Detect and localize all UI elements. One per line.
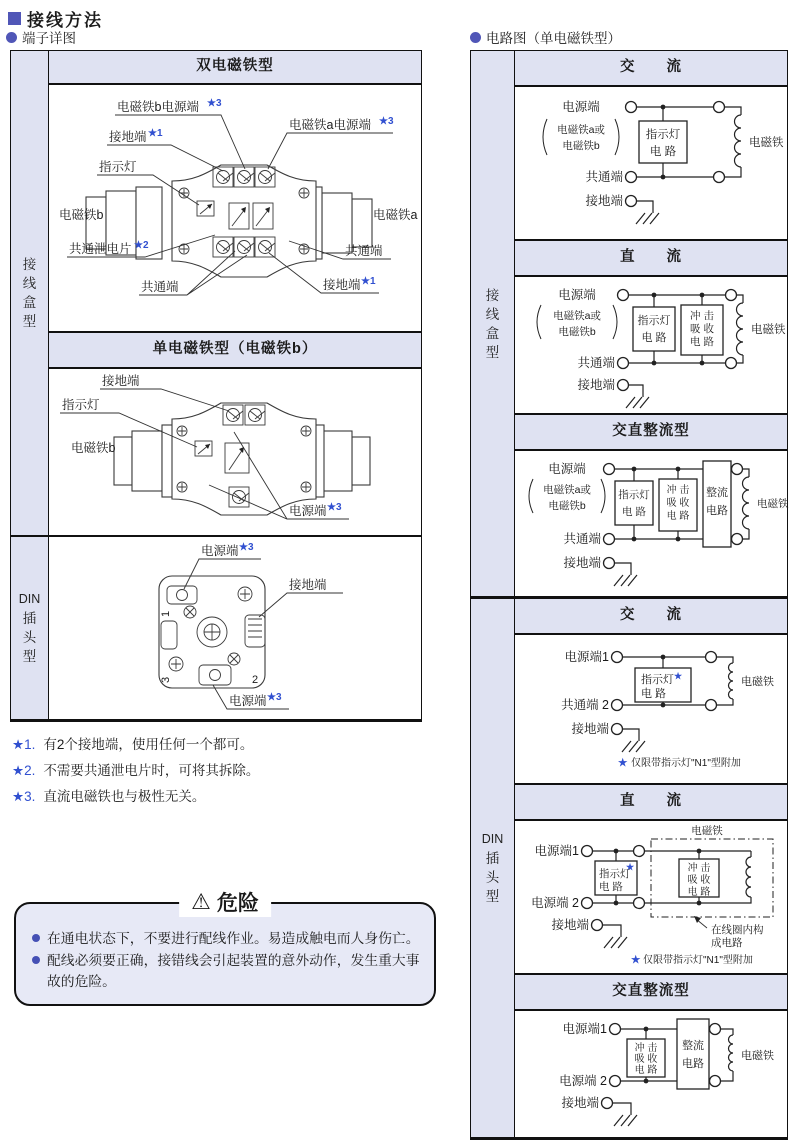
danger-bullet-1: 在通电状态下，不要进行配线作业。易造成触电而人身伤亡。 [32, 928, 420, 949]
coil-label: 电磁铁 [691, 825, 723, 837]
svg-text:接地端: 接地端 [577, 378, 615, 392]
svg-text:电 路: 电 路 [641, 332, 667, 344]
banner-ac: 交 流 [515, 51, 787, 87]
footnote-ref-1: ★1 [361, 276, 376, 287]
row-label-junction-box: 接 线 盒 型 [471, 51, 515, 596]
table-row-din-plug [471, 599, 787, 1137]
note-star-icon: ★ [626, 862, 635, 872]
svg-text:电路: 电路 [706, 505, 728, 517]
footnote-1: ★1. 有2个接地端，使用任何一个都可。 [12, 737, 254, 752]
circuit-din-acdc [515, 1011, 787, 1137]
table-row-din-plug [11, 537, 421, 719]
label-solenoid-b: 电磁铁b [71, 441, 116, 455]
footnote-ref-2: ★2 [134, 240, 149, 251]
valve-body [86, 165, 372, 277]
svg-text:吸 收: 吸 收 [634, 1054, 658, 1065]
svg-text:电 路: 电 路 [690, 336, 714, 348]
page-title-text: 接线方法 [27, 11, 103, 30]
svg-text:电 路: 电 路 [641, 688, 667, 700]
ground-icon [626, 397, 649, 408]
svg-text:吸 收: 吸 收 [690, 323, 714, 335]
svg-text:冲 击: 冲 击 [666, 485, 690, 496]
svg-text:电 路: 电 路 [622, 506, 646, 518]
svg-text:电源端: 电源端 [548, 462, 586, 476]
power-terminal-1-label: 电源端1 [564, 650, 609, 664]
note-star-icon: ★ [631, 954, 641, 966]
warning-icon: ⚠ [191, 889, 211, 914]
common-terminal-label: 共通端 [585, 170, 623, 184]
banner-single-solenoid: 单电磁铁型（电磁铁b） [49, 331, 421, 369]
circuit-diagram-table [470, 50, 788, 1140]
terminal-detail-table [10, 50, 422, 722]
power-terminal-label: 电源端 [562, 100, 600, 114]
danger-title [179, 887, 271, 917]
svg-text:电磁铁b: 电磁铁b [558, 326, 596, 338]
svg-text:电 路: 电 路 [666, 511, 690, 522]
svg-text:吸 收: 吸 收 [687, 875, 711, 886]
label-ground-terminal: 接地端 [289, 578, 327, 592]
single-solenoid-drawing [49, 369, 420, 535]
power-terminal-2-label: 电源端 2 [531, 896, 579, 910]
svg-text:共通端: 共通端 [563, 532, 601, 546]
ground-icon [622, 741, 645, 752]
surge-circuit-label: 冲 击 [690, 310, 714, 322]
valve-body [114, 403, 370, 515]
coil-label: 电磁铁 [757, 498, 789, 510]
label-ground-terminal: 接地端 [323, 278, 361, 292]
coil-label: 电磁铁 [751, 324, 786, 336]
footnote-ref-3: ★3 [379, 116, 394, 127]
rectifier-circuit-label: 整流 [706, 487, 728, 499]
banner-dc: 直 流 [515, 239, 787, 277]
table-row-junction-box [11, 51, 421, 537]
svg-text:共通端: 共通端 [577, 356, 615, 370]
row-label-din-plug: DIN 插 头 型 [471, 599, 515, 1137]
svg-text:电磁铁b: 电磁铁b [548, 500, 586, 512]
bullet-icon [32, 956, 40, 964]
label-common-terminal: 共通端 [141, 280, 179, 294]
coil-label: 电磁铁 [749, 137, 784, 149]
label-solenoid-a-power: 电磁铁a电源端 [289, 118, 371, 132]
ground-icon [614, 1115, 637, 1126]
svg-text:接地端: 接地端 [563, 556, 601, 570]
svg-text:冲 击: 冲 击 [634, 1043, 658, 1054]
svg-text:电路: 电路 [682, 1058, 704, 1070]
bullet-icon [470, 32, 481, 43]
banner-acdc: 交直整流型 [515, 973, 787, 1011]
footnote-ref-3: ★3 [207, 98, 222, 109]
svg-text:电 路: 电 路 [634, 1065, 658, 1076]
double-solenoid-diagram [49, 85, 421, 331]
label-solenoid-b-power: 电磁铁b电源端 [117, 100, 199, 114]
footnote-ref-3: ★3 [239, 542, 254, 553]
section-circuit-diagrams [470, 27, 621, 47]
label-power-terminal: 电源端 [289, 504, 327, 518]
label-common-drain-plate: 共通泄电片 [69, 242, 132, 256]
svg-text:指示灯: 指示灯 [637, 315, 671, 327]
svg-text:指示灯: 指示灯 [618, 489, 650, 501]
single-solenoid-diagram [49, 369, 421, 535]
common-terminal-2-label: 共通端 2 [561, 698, 609, 712]
svg-text:电 路: 电 路 [687, 887, 711, 898]
banner-acdc: 交直整流型 [515, 413, 787, 451]
circuit-din-ac [515, 635, 787, 783]
section-title-left: 端子详图 [22, 31, 76, 46]
ground-icon [614, 575, 637, 586]
bullet-icon [6, 32, 17, 43]
circuit-din-dc [515, 821, 787, 973]
label-common-terminal: 共通端 [345, 244, 383, 258]
danger-box [14, 889, 436, 1006]
n1-note: 仅限带指示灯"N1"型附加 [631, 758, 741, 769]
coil-label: 电磁铁 [741, 676, 774, 688]
pin-2-label: 2 [252, 674, 259, 686]
footnote-3: ★3. 直流电磁铁也与极性无关。 [12, 789, 206, 804]
svg-text:电源端 2: 电源端 2 [559, 1074, 607, 1088]
footnote-ref-3: ★3 [267, 692, 282, 703]
note-star-icon: ★ [618, 757, 628, 769]
pin-1-label: 1 [160, 610, 172, 617]
banner-dc: 直 流 [515, 783, 787, 821]
label-ground-terminal: 接地端 [109, 130, 147, 144]
paren-line-1: 电磁铁a或 [557, 124, 605, 136]
label-ground-terminal: 接地端 [102, 374, 140, 388]
coil-label: 电磁铁 [741, 1050, 774, 1062]
ground-icon [636, 213, 659, 224]
power-terminal-label: 电源端 [558, 288, 596, 302]
svg-text:指示灯: 指示灯 [641, 674, 674, 686]
section-title-right: 电路图（单电磁铁型） [486, 31, 621, 46]
circuit-jb-acdc [515, 451, 787, 596]
label-indicator-lamp: 指示灯 [62, 398, 100, 412]
section-terminal-details [6, 27, 76, 47]
svg-text:电磁铁a或: 电磁铁a或 [543, 484, 591, 496]
label-indicator-lamp: 指示灯 [99, 160, 137, 174]
footnotes [12, 732, 259, 810]
footnote-ref-3: ★3 [327, 502, 342, 513]
rectifier-box [677, 1019, 709, 1089]
indicator-circuit-label: 电 路 [649, 146, 677, 158]
footnote-ref-1: ★1 [148, 128, 163, 139]
banner-double-solenoid: 双电磁铁型 [49, 51, 421, 85]
circuit-jb-dc [515, 277, 787, 413]
din-connector-diagram [49, 537, 421, 717]
svg-text:接地端: 接地端 [561, 1096, 599, 1110]
danger-title-text: 危险 [216, 892, 259, 915]
row-label-junction-box: 接 线 盒 型 [11, 51, 49, 535]
banner-ac: 交 流 [515, 599, 787, 635]
label-solenoid-a: 电磁铁a [373, 208, 418, 222]
circuit-jb-ac [515, 87, 787, 239]
indicator-circuit-label: 指示灯 [645, 129, 681, 141]
svg-text:吸 收: 吸 收 [666, 498, 690, 509]
row-label-din-plug: DIN 插 头 型 [11, 537, 49, 719]
din-connector-drawing [49, 537, 420, 717]
label-power-terminal: 电源端 [229, 694, 267, 708]
note-star-icon: ★ [674, 671, 683, 681]
ground-terminal-label: 接地端 [585, 194, 623, 208]
svg-text:接地端: 接地端 [551, 918, 589, 932]
svg-text:接地端: 接地端 [571, 722, 609, 736]
coil-internal-note: 在线圈内构 [711, 924, 764, 936]
svg-text:指示灯: 指示灯 [599, 868, 631, 880]
svg-text:电源端1: 电源端1 [534, 844, 579, 858]
label-power-terminal: 电源端 [201, 544, 239, 558]
svg-text:电 路: 电 路 [599, 881, 623, 893]
paren-line-2: 电磁铁b [562, 140, 600, 152]
footnote-2: ★2. 不需要共通泄电片时，可将其拆除。 [12, 763, 260, 778]
pin-3-label: 3 [160, 676, 172, 683]
ground-icon [604, 937, 627, 948]
svg-text:成电路: 成电路 [711, 937, 743, 949]
bullet-icon [32, 934, 40, 942]
double-solenoid-drawing [49, 85, 420, 331]
svg-text:整流: 整流 [682, 1040, 704, 1052]
din-connector-body [159, 576, 265, 688]
svg-text:冲 击: 冲 击 [687, 863, 711, 874]
square-marker-icon [8, 12, 21, 25]
svg-text:电磁铁a或: 电磁铁a或 [553, 310, 601, 322]
danger-bullet-2: 配线必须要正确，接错线会引起装置的意外动作，发生重大事故的危险。 [32, 950, 420, 992]
rectifier-box [703, 461, 731, 547]
table-row-junction-box [471, 51, 787, 599]
svg-text:电源端1: 电源端1 [562, 1022, 607, 1036]
label-solenoid-b: 电磁铁b [59, 208, 104, 222]
n1-note: 仅限带指示灯"N1"型附加 [643, 955, 753, 966]
